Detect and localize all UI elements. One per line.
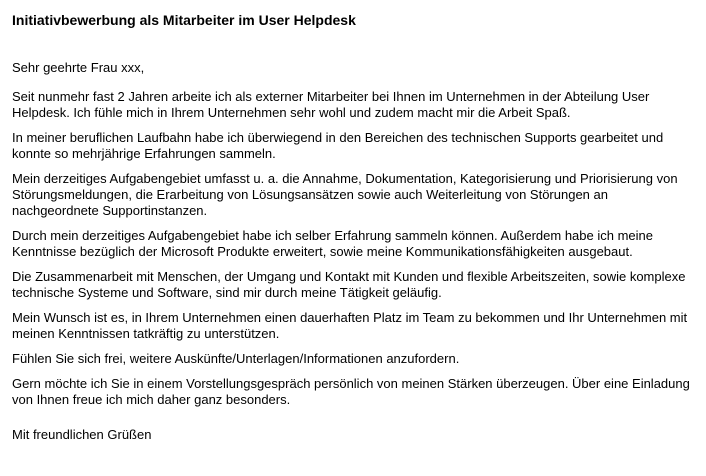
document-title: Initiativbewerbung als Mitarbeiter im User Helpdesk (12, 12, 356, 28)
closing: Mit freundlichen Grüßen (12, 427, 152, 442)
paragraph-3: Mein derzeitiges Aufgabengebiet umfasst u. a. die Annahme, Dokumentation, Kategorisierung und Priorisierung von Störungsmeldungen, die Erarbeitung von Lösungsansätzen sowie auch Weiterleitung von Störungen an nachgeordnete Supportinstanzen. (12, 171, 678, 218)
paragraph-2: In meiner beruflichen Laufbahn habe ich überwiegend in den Bereichen des technischen Supports gearbeitet und konnte so mehrjährige Erfahrungen sammeln. (12, 130, 664, 161)
paragraph-8: Gern möchte ich Sie in einem Vorstellungsgespräch persönlich von meinen Stärken überzeugen. Über eine Einladung von Ihnen freue ich mich daher ganz besonders. (12, 376, 690, 407)
paragraph-1: Seit nunmehr fast 2 Jahren arbeite ich als externer Mitarbeiter bei Ihnen im Unternehmen in der Abteilung User Helpdesk. Ich fühle mich in Ihrem Unternehmen sehr wohl und zudem macht mir die Arbeit Spaß. (12, 89, 650, 120)
paragraph-6: Mein Wunsch ist es, in Ihrem Unternehmen einen dauerhaften Platz im Team zu bekommen und Ihr Unternehmen mit meinen Kenntnissen tatkräftig zu unterstützen. (12, 310, 688, 341)
paragraph-5: Die Zusammenarbeit mit Menschen, der Umgang und Kontakt mit Kunden und flexible Arbeitszeiten, sowie komplexe technische Systeme und Software, sind mir durch meine Tätigkeit geläufig. (12, 269, 686, 300)
paragraph-4: Durch mein derzeitiges Aufgabengebiet habe ich selber Erfahrung sammeln können. Außerdem habe ich meine Kenntnisse bezüglich der Microsoft Produkte erweitert, sowie meine Kommunikationsfähigkeiten ausgebaut. (12, 228, 653, 259)
salutation: Sehr geehrte Frau xxx, (12, 60, 145, 75)
paragraph-7: Fühlen Sie sich frei, weitere Auskünfte/Unterlagen/Informationen anzufordern. (12, 351, 460, 366)
